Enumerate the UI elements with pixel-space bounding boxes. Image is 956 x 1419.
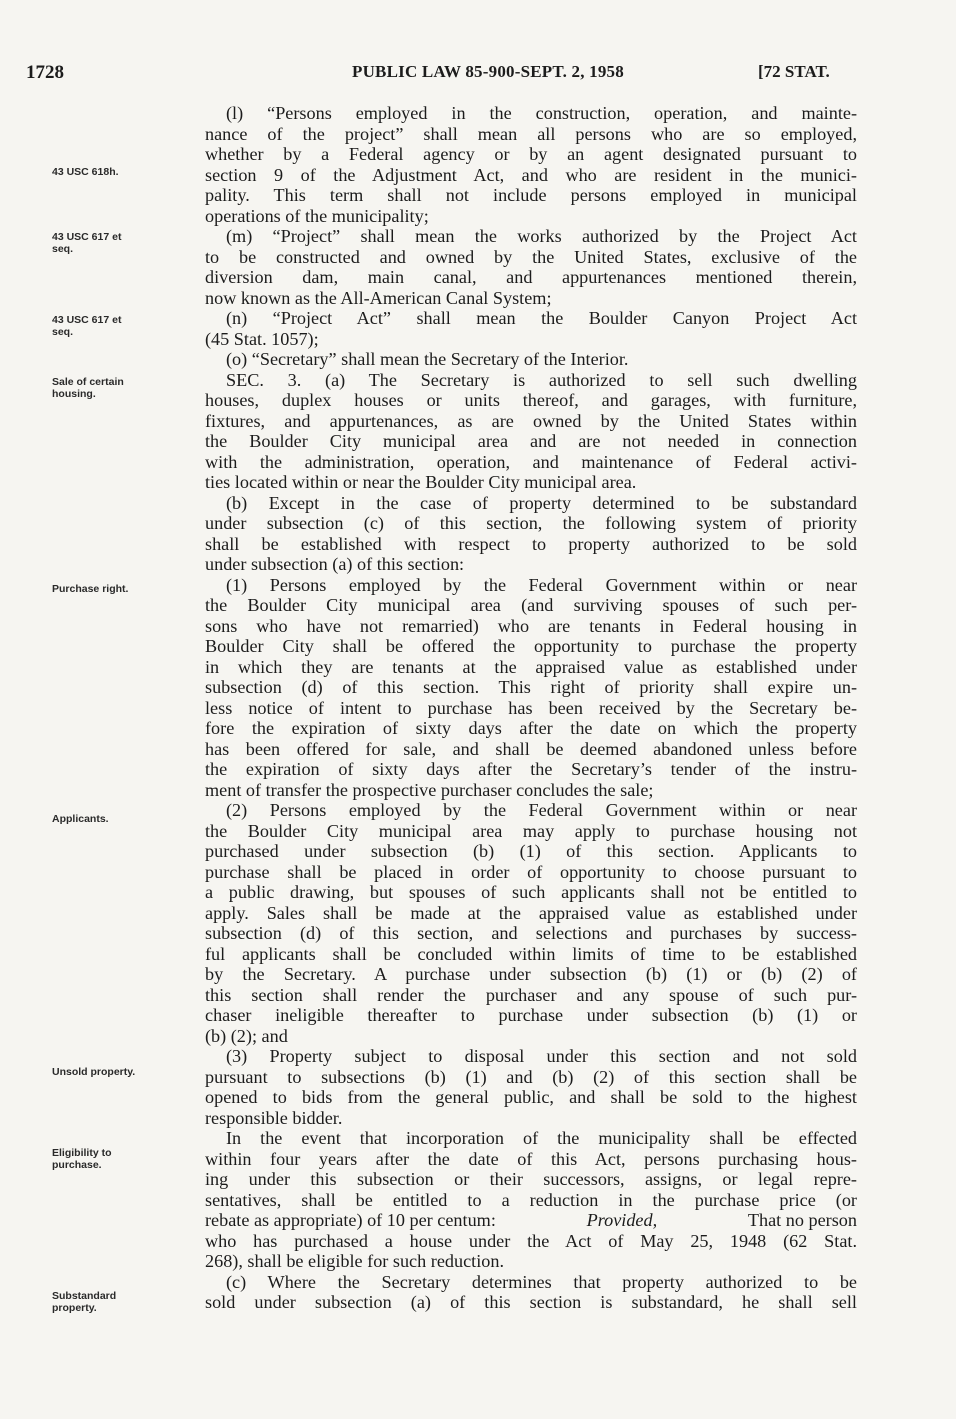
text-fragment: That no person bbox=[747, 1210, 857, 1230]
page-number: 1728 bbox=[26, 62, 64, 83]
text-line: operations of the municipality; bbox=[205, 205, 429, 226]
margin-note-line: seq. bbox=[52, 243, 74, 255]
text-line: (c) Where the Secretary determines that property authorized to be bbox=[226, 1271, 857, 1292]
text-line: the Boulder City municipal area may apply to purchase housing not bbox=[205, 820, 857, 841]
margin-note-line: Applicants. bbox=[52, 813, 109, 825]
text-line: within four years after the date of this Act, persons purchasing hous- bbox=[205, 1148, 857, 1169]
text-line: the Boulder City municipal area and are not needed in connection bbox=[205, 431, 857, 451]
margin-note-line: Sale of certain bbox=[52, 376, 124, 388]
margin-note-eligibility bbox=[52, 1147, 197, 1171]
text-line: (o) “Secretary” shall mean the Secretary of the Interior. bbox=[226, 349, 629, 369]
margin-note-line: purchase. bbox=[52, 1159, 102, 1171]
text-line: nance of the project” shall mean all persons who are so employed, bbox=[205, 123, 857, 144]
margin-note-sale-of-housing bbox=[52, 376, 197, 400]
text-line: has been offered for sale, and shall be deemed abandoned unless before bbox=[205, 738, 857, 759]
text-line: sold under subsection (a) of this section is substandard, he shall sell bbox=[205, 1292, 857, 1312]
margin-note-usc-618h bbox=[52, 166, 197, 178]
margin-note-line: Eligibility to bbox=[52, 1147, 112, 1159]
margin-note-substandard bbox=[52, 1290, 197, 1314]
text-line: opened to bids from the general public, and shall be sold to the highest bbox=[205, 1087, 857, 1107]
text-line: (b) (2); and bbox=[205, 1025, 288, 1046]
text-line: with the administration, operation, and maintenance of Federal activi- bbox=[205, 451, 857, 472]
text-line: ful applicants shall be concluded within limits of time to be established bbox=[205, 943, 857, 964]
text-line: (2) Persons employed by the Federal Government within or near bbox=[226, 800, 857, 820]
text-line: fore the expiration of sixty days after the date on which the property bbox=[205, 718, 857, 738]
text-line: ment of transfer the prospective purchaser concludes the sale; bbox=[205, 779, 654, 800]
text-line: to be constructed and owned by the United States, exclusive of the bbox=[205, 246, 857, 267]
margin-note-applicants bbox=[52, 813, 197, 825]
text-line: this section shall render the purchaser and any spouse of such pur- bbox=[205, 984, 857, 1005]
margin-note-line: 43 USC 618h. bbox=[52, 166, 119, 178]
text-line: pursuant to subsections (b) (1) and (b) (2) of this section shall be bbox=[205, 1066, 857, 1087]
text-line: who has purchased a house under the Act of May 25, 1948 (62 Stat. bbox=[205, 1230, 857, 1251]
text-line: sons who have not remarried) who are tenants in Federal housing in bbox=[205, 615, 857, 636]
text-fragment: rebate as appropriate) of 10 per centum: bbox=[205, 1210, 496, 1230]
text-line: (m) “Project” shall mean the works authorized by the Project Act bbox=[226, 226, 857, 246]
margin-note-unsold-property bbox=[52, 1066, 197, 1078]
text-line: fixtures, and appurtenances, as are owned by the United States within bbox=[205, 410, 857, 431]
text-line: Boulder City shall be offered the opportunity to purchase the property bbox=[205, 636, 857, 656]
text-line: by the Secretary. A purchase under subsection (b) (1) or (b) (2) of bbox=[205, 964, 857, 984]
text-line: (1) Persons employed by the Federal Government within or near bbox=[226, 574, 857, 595]
section-heading-line: SEC. 3. (a) The Secretary is authorized to sell such dwelling bbox=[226, 369, 857, 390]
text-line: chaser ineligible thereafter to purchase under subsection (b) (1) or bbox=[205, 1005, 857, 1025]
running-title: PUBLIC LAW 85-900-SEPT. 2, 1958 bbox=[352, 62, 624, 81]
text-line: pality. This term shall not include persons employed in municipal bbox=[205, 185, 857, 205]
text-line: section 9 of the Adjustment Act, and who are resident in the munici- bbox=[205, 164, 857, 185]
margin-note-line: housing. bbox=[52, 388, 96, 400]
text-line: (n) “Project Act” shall mean the Boulder Canyon Project Act bbox=[226, 308, 857, 328]
text-line: a public drawing, but spouses of such applicants shall not be entitled to bbox=[205, 882, 857, 902]
text-line: (3) Property subject to disposal under this section and not sold bbox=[226, 1046, 857, 1066]
text-line: less notice of intent to purchase has been received by the Secretary be- bbox=[205, 697, 857, 718]
margin-note-line: Substandard bbox=[52, 1290, 117, 1302]
margin-note-purchase-right bbox=[52, 583, 197, 595]
margin-note-line: seq. bbox=[52, 326, 74, 338]
text-line: responsible bidder. bbox=[205, 1107, 343, 1128]
text-line: (45 Stat. 1057); bbox=[205, 328, 319, 349]
text-line: the expiration of sixty days after the Secretary’s tender of the instru- bbox=[205, 759, 857, 779]
text-line: (l) “Persons employed in the construction, operation, and mainte- bbox=[226, 103, 857, 123]
text-line: under subsection (a) of this section: bbox=[205, 554, 465, 574]
margin-note-line: 43 USC 617 et bbox=[52, 314, 122, 326]
text-line: sentatives, shall be entitled to a reduction in the purchase price (or bbox=[205, 1189, 857, 1210]
margin-note-line: Purchase right. bbox=[52, 583, 129, 595]
text-line: houses, duplex houses or units thereof, and garages, with furniture, bbox=[205, 390, 857, 410]
text-line: subsection (d) of this section. This right of priority shall expire un- bbox=[205, 677, 857, 697]
text-line: apply. Sales shall be made at the appraised value as established under bbox=[205, 902, 857, 923]
text-line: now known as the All-American Canal System; bbox=[205, 287, 552, 308]
text-line: whether by a Federal agency or by an agent designated pursuant to bbox=[205, 144, 857, 164]
text-line: purchase shall be placed in order of opportunity to choose pursuant to bbox=[205, 861, 857, 882]
text-line: ties located within or near the Boulder City municipal area. bbox=[205, 472, 637, 492]
margin-note-usc-617-a bbox=[52, 231, 197, 255]
text-line: shall be established with respect to property authorized to be sold bbox=[205, 533, 857, 554]
statute-body bbox=[205, 103, 857, 1313]
proviso-word: Provided, bbox=[586, 1210, 658, 1230]
margin-note-usc-617-b bbox=[52, 314, 197, 338]
text-line: in which they are tenants at the appraised value as established under bbox=[205, 656, 857, 677]
margin-note-line: Unsold property. bbox=[52, 1066, 136, 1078]
text-line: subsection (d) of this section, and selections and purchases by success- bbox=[205, 923, 857, 943]
margin-note-line: 43 USC 617 et bbox=[52, 231, 122, 243]
text-line: ing under this subsection or their successors, assigns, or legal repre- bbox=[205, 1169, 857, 1189]
margin-note-line: property. bbox=[52, 1302, 97, 1314]
text-line: the Boulder City municipal area (and surviving spouses of such per- bbox=[205, 595, 857, 615]
text-line: purchased under subsection (b) (1) of this section. Applicants to bbox=[205, 841, 857, 861]
text-line: (b) Except in the case of property determined to be substandard bbox=[226, 492, 857, 513]
statute-volume: [72 STAT. bbox=[758, 62, 830, 81]
text-line: diversion dam, main canal, and appurtenances mentioned therein, bbox=[205, 267, 857, 287]
text-line: 268), shall be eligible for such reduction. bbox=[205, 1251, 505, 1271]
text-line: In the event that incorporation of the municipality shall be effected bbox=[226, 1128, 857, 1148]
text-line: under subsection (c) of this section, the following system of priority bbox=[205, 513, 857, 533]
proviso-line bbox=[205, 1210, 857, 1231]
